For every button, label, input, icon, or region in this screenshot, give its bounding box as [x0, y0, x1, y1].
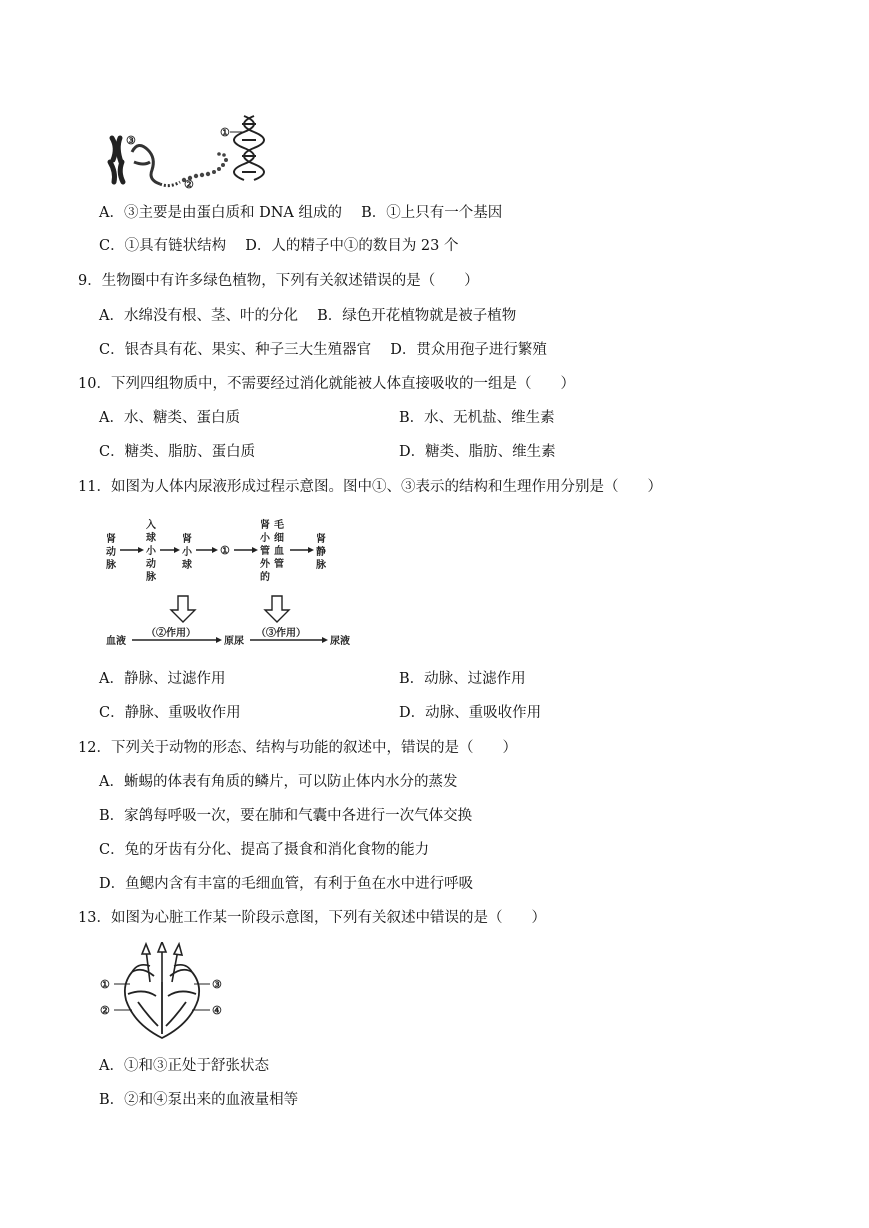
q12-option-c: C．兔的牙齿有分化、提高了摄食和消化食物的能力	[99, 842, 430, 858]
urine-formation-figure	[100, 518, 380, 656]
q10-option-c: C．糖类、脂肪、蛋白质	[99, 444, 256, 460]
label-1: ①	[220, 126, 230, 139]
q11-stem: 11．如图为人体内尿液形成过程示意图。图中①、③表示的结构和生理作用分别是（ ）	[78, 479, 662, 495]
q13-stem: 13．如图为心脏工作某一阶段示意图，下列有关叙述中错误的是（ ）	[78, 910, 546, 926]
hollow-down-arrow-left	[171, 596, 195, 622]
q13-option-b: B．②和④泵出来的血液量相等	[99, 1092, 299, 1108]
q11-option-b: B．动脉、过滤作用	[399, 671, 526, 687]
q9-stem: 9．生物圈中有许多绿色植物，下列有关叙述错误的是（ ）	[78, 273, 479, 289]
node-tubule-c1: 肾	[260, 520, 270, 531]
bottom-action-2: （②作用）	[146, 628, 196, 639]
label-2: ②	[184, 178, 194, 190]
q10-option-d: D．糖类、脂肪、维生素	[399, 444, 556, 460]
node-renal-vein-c3: 脉	[316, 560, 326, 571]
node-afferent-c5: 脉	[146, 572, 156, 583]
q9-option-ab: A．水绵没有根、茎、叶的分化 B．绿色开花植物就是被子植物	[99, 308, 517, 324]
q11-option-d: D．动脉、重吸收作用	[399, 705, 542, 721]
node-afferent-c1: 入	[146, 520, 156, 531]
q12-stem: 12．下列关于动物的形态、结构与功能的叙述中，错误的是（ ）	[78, 740, 517, 756]
q10-option-a: A．水、糖类、蛋白质	[99, 410, 240, 426]
node-glomerulus-c2: 小	[182, 547, 192, 558]
node-tubule-c4: 外	[260, 559, 270, 570]
q11-option-a: A．静脉、过滤作用	[99, 671, 226, 687]
node-tubule-c5: 的	[260, 572, 270, 583]
node-renal-artery-c2: 动	[106, 547, 116, 558]
dna-helix	[234, 116, 264, 180]
q13-option-a: A．①和③正处于舒张状态	[99, 1058, 269, 1074]
bottom-action-3: （③作用）	[256, 628, 306, 639]
node-afferent-c3: 小	[146, 546, 156, 557]
heart-vessels	[132, 942, 192, 982]
node-renal-artery-c3: 脉	[106, 560, 116, 571]
bottom-primary-urine: 原尿	[224, 636, 244, 647]
node-renal-vein-c1: 肾	[316, 534, 326, 545]
node-renal-artery-c1: 肾	[106, 534, 116, 545]
chromosome-shape	[110, 138, 123, 182]
q12-option-b: B．家鸽每呼吸一次，要在肺和气囊中各进行一次气体交换	[99, 808, 473, 824]
node-capillary-c2: 细	[274, 533, 284, 544]
q11-option-c: C．静脉、重吸收作用	[99, 705, 241, 721]
label-3: ③	[126, 134, 136, 147]
node-circle-1: ①	[220, 544, 230, 557]
heart-label-3: ③	[212, 978, 222, 991]
heart-figure	[98, 942, 228, 1042]
q8-option-cd: C．①具有链状结构 D．人的精子中①的数目为 23 个	[99, 238, 459, 254]
node-capillary-c1: 毛	[274, 520, 284, 531]
q10-stem: 10．下列四组物质中，不需要经过消化就能被人体直接吸收的一组是（ ）	[78, 376, 575, 392]
chromosome-dna-figure	[104, 110, 284, 190]
node-afferent-c2: 球	[146, 533, 156, 544]
hollow-down-arrow-right	[265, 596, 289, 622]
node-capillary-c3: 血	[274, 546, 284, 557]
heart-label-1: ①	[100, 978, 110, 991]
bottom-urine: 尿液	[330, 636, 350, 647]
node-capillary-c4: 管	[274, 559, 284, 570]
node-renal-vein-c2: 静	[316, 547, 326, 558]
q12-option-a: A．蜥蜴的体表有角质的鳞片，可以防止体内水分的蒸发	[99, 774, 458, 790]
coiled-fiber	[132, 145, 180, 185]
bottom-blood: 血液	[106, 636, 126, 647]
heart-label-4: ④	[212, 1004, 222, 1017]
node-glomerulus-c3: 球	[182, 560, 192, 571]
q9-option-cd: C．银杏具有花、果实、种子三大生殖器官 D．贯众用孢子进行繁殖	[99, 342, 547, 358]
node-glomerulus-c1: 肾	[182, 534, 192, 545]
q10-option-b: B．水、无机盐、维生素	[399, 410, 555, 426]
node-afferent-c4: 动	[146, 559, 156, 570]
heart-label-2: ②	[100, 1004, 110, 1017]
q8-option-ab: A．③主要是由蛋白质和 DNA 组成的 B．①上只有一个基因	[99, 205, 503, 221]
node-tubule-c2: 小	[260, 533, 270, 544]
q12-option-d: D．鱼鳃内含有丰富的毛细血管，有利于鱼在水中进行呼吸	[99, 876, 474, 892]
node-tubule-c3: 管	[260, 546, 270, 557]
